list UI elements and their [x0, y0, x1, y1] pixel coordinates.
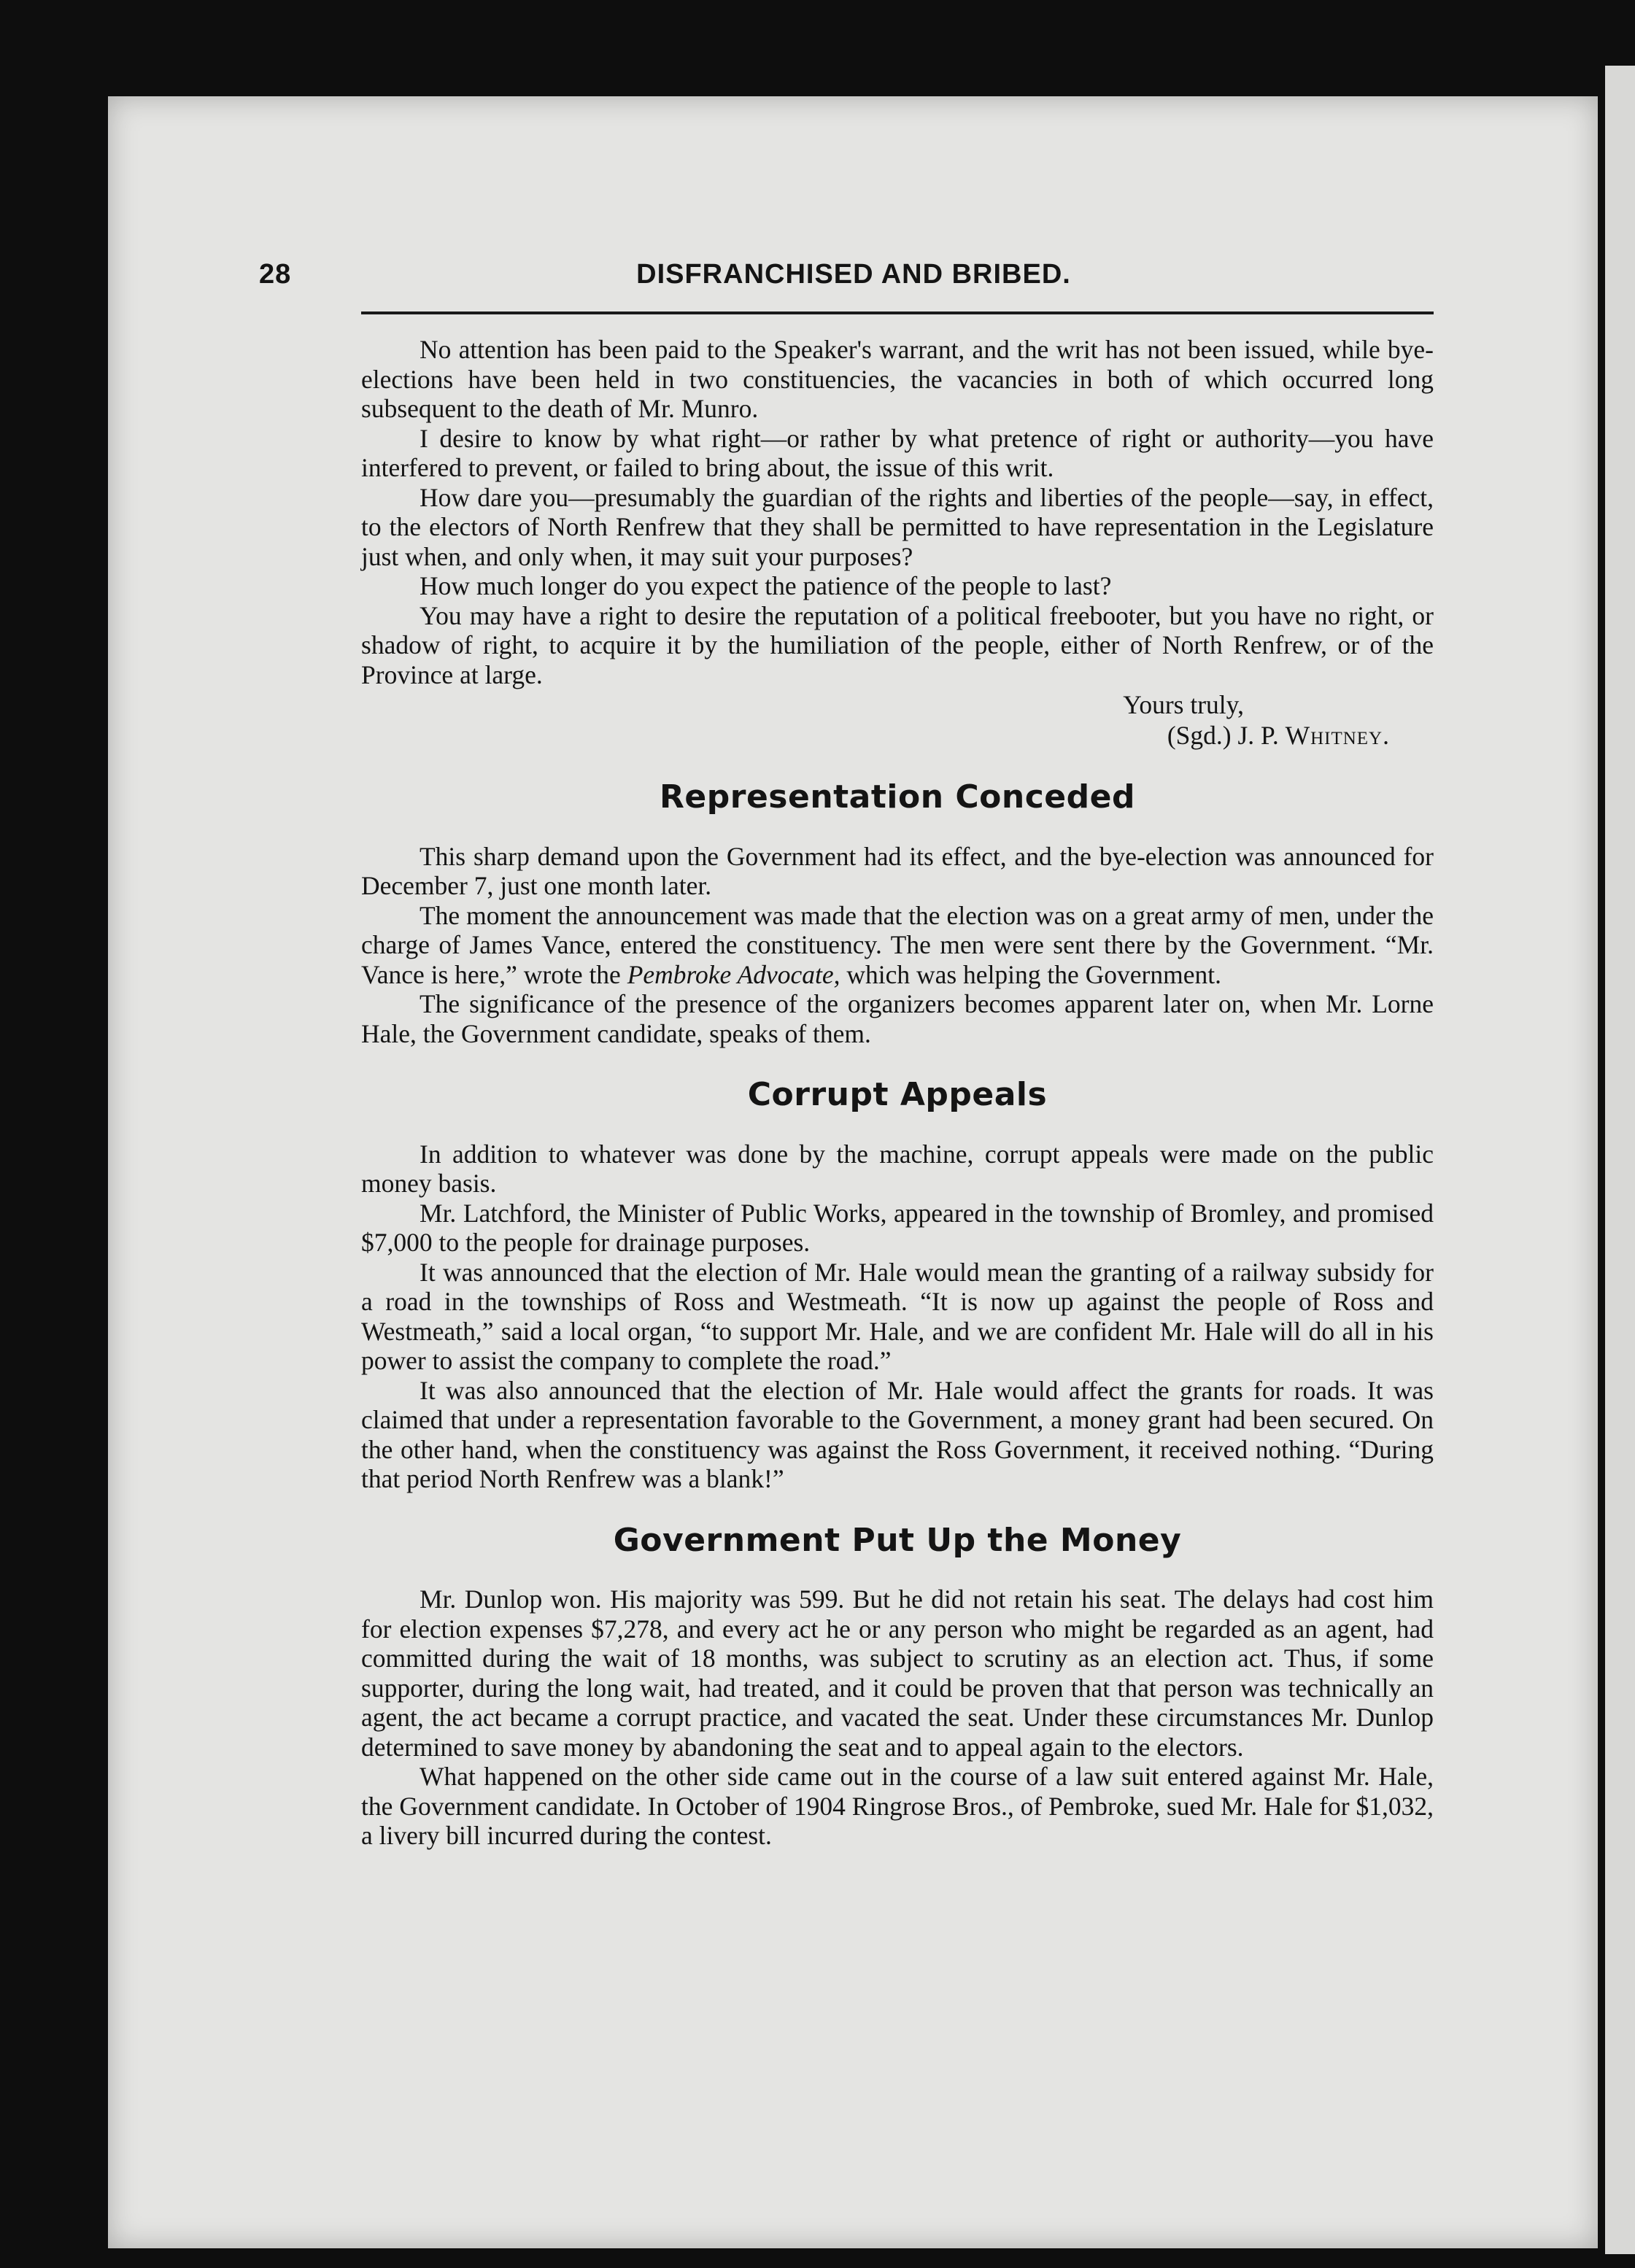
section-heading: Corrupt Appeals	[747, 1076, 1048, 1113]
section-heading: Government Put Up the Money	[613, 1521, 1182, 1559]
letter-closing	[361, 689, 1434, 751]
section-paragraph: What happened on the other side came out in the course of a law suit entered against Mr. Hale, the Government candidate. In October of 1904 Ringrose Bros., of Pembroke, sued Mr. Hale for $1,032, a livery bill incurred during the contest.	[361, 1762, 1434, 1850]
section-paragraph: It was also announced that the election of Mr. Hale would affect the grants for roads. It was claimed that under a representation favorable to the Government, a money grant had been secured. On the other hand, when the constituency was against the Ross Government, it received nothing. “During that period North Renfrew was a blank!”	[361, 1375, 1434, 1493]
facing-page-edge	[1605, 66, 1635, 2254]
signature-name: Whitney.	[1285, 721, 1390, 750]
newspaper-title: Pembroke Advocate,	[627, 959, 840, 989]
page-header	[259, 259, 1419, 301]
section-paragraph	[361, 901, 1434, 990]
letter-paragraph: You may have a right to desire the reputation of a political freebooter, but you have no right, or shadow of right, to acquire it by the humiliation of the people, either of North Renfrew, or of the Province at large.	[361, 600, 1434, 689]
letter-paragraph: How dare you—presumably the guardian of the rights and liberties of the people—say, in effect, to the electors of North Renfrew that they shall be permitted to have representation in the Legislature just when, and only when, it may suit your purposes?	[361, 482, 1434, 571]
closing-line: Yours truly,	[1123, 690, 1244, 719]
page-content	[259, 259, 1434, 1851]
section-paragraph: In addition to whatever was done by the machine, corrupt appeals were made on the public money basis.	[361, 1139, 1434, 1198]
section-paragraph: The significance of the presence of the organizers becomes apparent later on, when Mr. Lorne Hale, the Government candidate, speaks of them.	[361, 989, 1434, 1048]
header-rule	[361, 311, 1434, 314]
section-paragraph: Mr. Latchford, the Minister of Public Works, appeared in the township of Bromley, and promised $7,000 to the people for drainage purposes.	[361, 1198, 1434, 1257]
letter-paragraph: No attention has been paid to the Speaker's warrant, and the writ has not been issued, while bye-elections have been held in two constituencies, the vacancies in both of which occurred long subsequent to the death of Mr. Munro.	[361, 335, 1434, 423]
section-heading: Representation Conceded	[660, 778, 1135, 816]
signature-prefix: (Sgd.) J. P.	[1167, 721, 1286, 750]
letter-body	[361, 335, 1434, 1851]
running-title: DISFRANCHISED AND BRIBED.	[636, 259, 1071, 290]
section-paragraph: Mr. Dunlop won. His majority was 599. But he did not retain his seat. The delays had cost him for election expenses $7,278, and every act he or any person who might be regarded as an agent, had committed during the wait of 18 months, was subject to scrutiny as an election act. Thus, if some supporter, during the long wait, had treated, and it could be proven that that person was technically an agent, the act became a corrupt practice, and vacated the seat. Under these circumstances Mr. Dunlop determined to save money by abandoning the seat and to appeal again to the electors.	[361, 1584, 1434, 1762]
letter-paragraph: I desire to know by what right—or rather by what pretence of right or authority—you have interfered to prevent, or failed to bring about, the issue of this writ.	[361, 423, 1434, 482]
section-paragraph: This sharp demand upon the Government had its effect, and the bye-election was announced for December 7, just one month later.	[361, 841, 1434, 900]
page-number: 28	[259, 259, 292, 290]
paragraph-text: which was helping the Government.	[840, 959, 1221, 989]
signature	[361, 720, 1434, 751]
letter-paragraph: How much longer do you expect the patience of the people to last?	[420, 571, 1112, 600]
section-paragraph: It was announced that the election of Mr. Hale would mean the granting of a railway subsidy for a road in the townships of Ross and Westmeath. “It is now up against the people of Ross and Westmeath,” said a local organ, “to support Mr. Hale, and we are confident Mr. Hale will do all in his power to assist the company to complete the road.”	[361, 1257, 1434, 1375]
paragraph-text: The moment the announcement was made that the election was on a great army of men, under the charge of James Vance, entered the constituency. The men were sent there by the Government. “Mr. Vance is here,” wrote the	[361, 900, 1434, 989]
